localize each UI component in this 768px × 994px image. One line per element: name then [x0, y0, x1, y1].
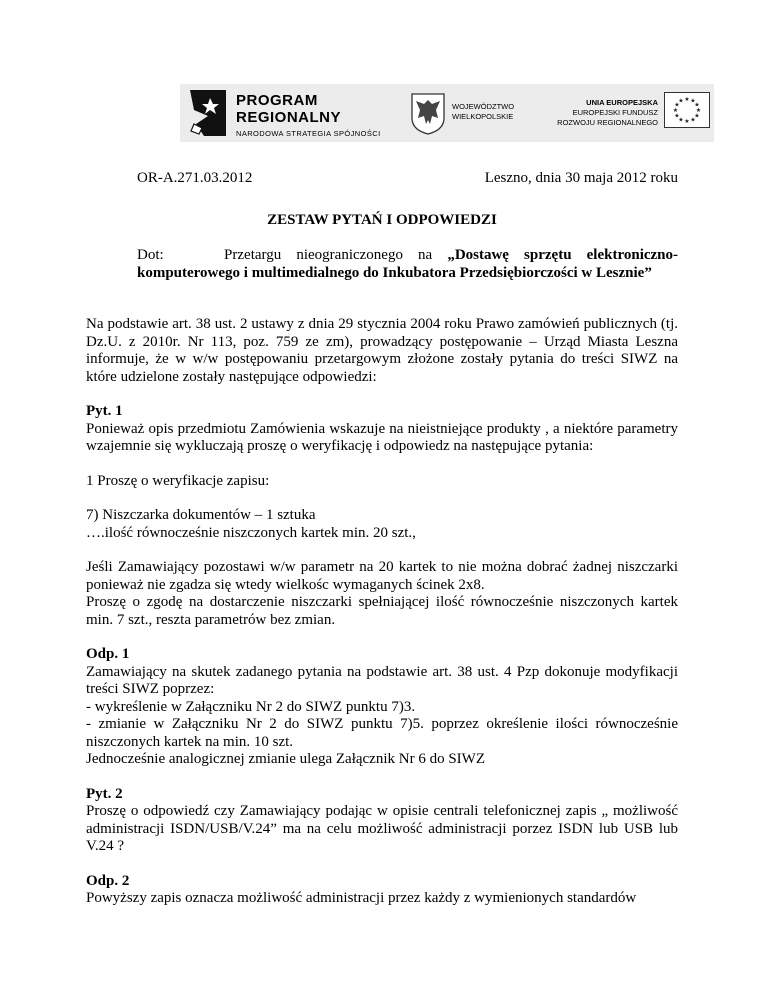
svg-text:★: ★ — [672, 107, 679, 114]
ue-line3: ROZWOJU REGIONALNEGO — [557, 118, 658, 127]
svg-text:★: ★ — [690, 97, 696, 105]
question-2-heading: Pyt. 2 — [86, 785, 123, 802]
question-2-text: Proszę o odpowiedź czy Zamawiający podając w opisie centrali telefonicznej zapis „ możliwość administracji ISDN/USB/V.24” ma na celu możliwość administracji porzez ISDN lub USB lub V.24 ? — [86, 803, 678, 854]
program-line2: REGIONALNY — [236, 109, 342, 126]
svg-text:★: ★ — [684, 96, 690, 103]
subject-line — [137, 247, 678, 265]
program-regionalny-text — [236, 92, 381, 138]
wojewodztwo-label — [452, 102, 514, 122]
question-1-point: 7) Niszczarka dokumentów – 1 sztuka — [86, 507, 316, 523]
subject-bold-part1: „Dostawę sprzętu elektroniczno- — [447, 247, 679, 263]
svg-text:★: ★ — [678, 116, 684, 124]
answer-1-text: Zamawiający na skutek zadanego pytania na podstawie art. 38 ust. 4 Pzp dokonuje modyfikacji treści SIWZ poprzez: — [86, 663, 678, 697]
answer-1-line3: Jednocześnie analogicznej zmianie ulega Załącznik Nr 6 do SIWZ — [86, 751, 485, 767]
ue-line1: UNIA EUROPEJSKA — [586, 98, 658, 107]
answer-1-heading: Odp. 1 — [86, 646, 130, 662]
place-date: Leszno, dnia 30 maja 2012 roku — [484, 170, 678, 186]
reference-number: OR-A.271.03.2012 — [137, 170, 253, 186]
answer-2-heading: Odp. 2 — [86, 872, 130, 889]
ref-date-row — [137, 170, 678, 188]
question-1-heading: Pyt. 1 — [86, 403, 123, 419]
eu-flag-icon — [664, 92, 710, 128]
header-banner — [180, 84, 714, 142]
question-1-item: 1 Proszę o weryfikacje zapisu: — [86, 472, 270, 489]
answer-2-text: Powyższy zapis oznacza możliwość administracji przez każdy z wymienionych standardów — [86, 890, 637, 906]
question-1-subpoint: ….ilość równocześnie niszczonych kartek min. 20 szt., — [86, 524, 416, 541]
document-body — [86, 170, 678, 908]
answer-1-line2: - zmianie w Załączniku Nr 2 do SIWZ punktu 7)5. poprzez określenie ilości równocześnie niszczonych kartek na min. 10 szt. — [86, 716, 678, 750]
subject-label: Dot: — [137, 247, 164, 263]
svg-text:★: ★ — [694, 101, 700, 109]
subject-text: Przetargu nieograniczonego na — [224, 247, 448, 263]
program-line1: PROGRAM — [236, 92, 318, 109]
svg-text:★: ★ — [674, 112, 680, 120]
ue-line2: EUROPEJSKI FUNDUSZ — [572, 108, 658, 117]
program-regionalny-logo-icon — [180, 84, 230, 142]
wielkopolska-eagle-icon — [410, 90, 446, 136]
document-title: ZESTAW PYTAŃ I ODPOWIEDZI — [267, 211, 497, 228]
wojewodztwo-line2: WIELKOPOLSKIE — [452, 112, 514, 121]
svg-text:★: ★ — [678, 97, 684, 105]
svg-text:★: ★ — [690, 116, 696, 124]
question-1-paragraph3: Proszę o zgodę na dostarczenie niszczarki spełniającej ilość równocześnie niszczonych kartek min. 7 szt., reszta parametrów bez zmian. — [86, 594, 678, 628]
subject-bold-part2: komputerowego i multimedialnego do Inkubatora Przedsiębiorczości w Lesznie” — [137, 264, 652, 281]
svg-text:★: ★ — [674, 101, 680, 109]
svg-text:★: ★ — [694, 112, 700, 120]
svg-text:★: ★ — [684, 118, 690, 125]
ue-label — [544, 98, 658, 128]
question-1-paragraph2: Jeśli Zamawiający pozostawi w/w parametr na 20 kartek to nie można dobrać żadnej niszczarki ponieważ nie zgadza się wtedy wielkośc wymaganych ścinek 2x8. — [86, 559, 678, 593]
svg-text:★: ★ — [695, 107, 702, 114]
program-line3: NARODOWA STRATEGIA SPÓJNOŚCI — [236, 129, 381, 138]
question-1-text: Ponieważ opis przedmiotu Zamówienia wskazuje na nieistniejące produkty , a niektóre parametry wzajemnie się wykluczają proszę o weryfikację i odpowiedz na następujące pytania: — [86, 420, 678, 454]
wojewodztwo-line1: WOJEWÓDZTWO — [452, 102, 515, 111]
answer-1-line1: - wykreślenie w Załączniku Nr 2 do SIWZ punktu 7)3. — [86, 698, 416, 715]
intro-paragraph: Na podstawie art. 38 ust. 2 ustawy z dnia 29 stycznia 2004 roku Prawo zamówień publicznych (tj. Dz.U. z 2010r. Nr 113, poz. 759 ze zm), prowadzący postępowanie – Urząd Miasta Leszna informuje, że w w/w postępowaniu przetargowym złożone zostały pytania do treści SIWZ na które udzielone zostały następujące odpowiedzi: — [86, 316, 678, 385]
